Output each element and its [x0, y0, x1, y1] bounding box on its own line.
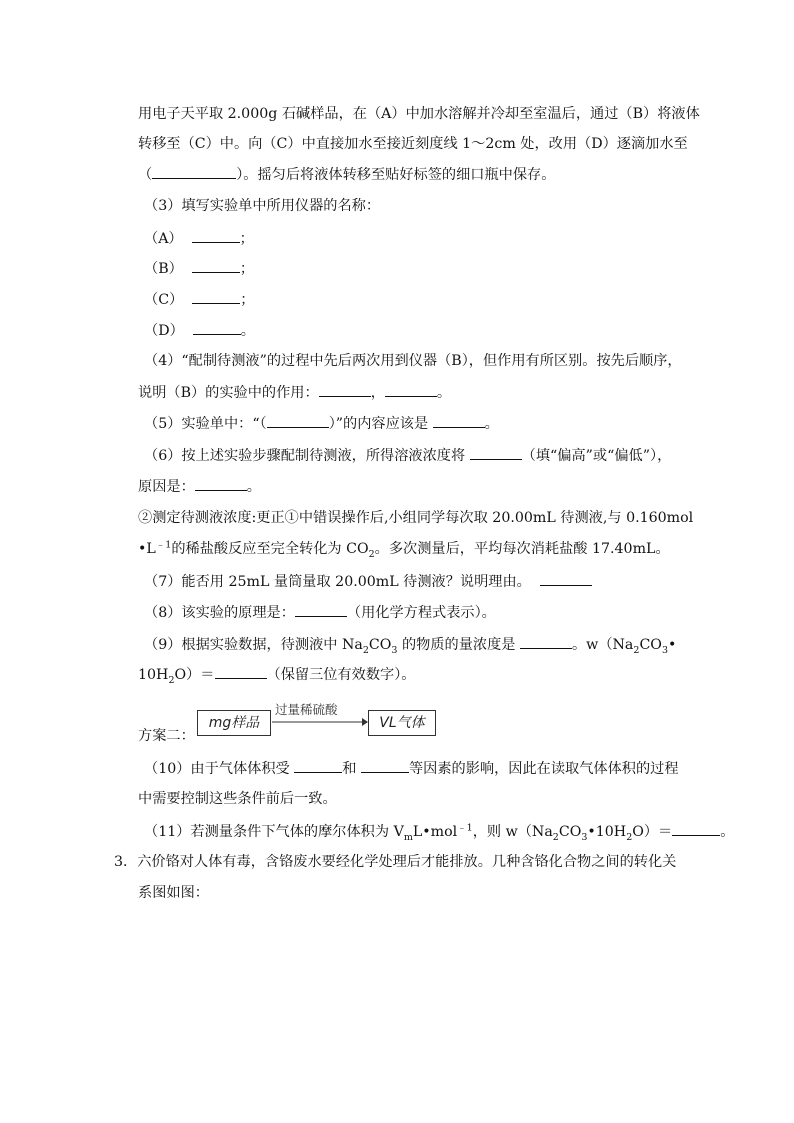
answer-blank[interactable] — [215, 664, 267, 679]
q3-item-a: （A） ； — [144, 228, 254, 249]
answer-blank[interactable] — [195, 476, 247, 491]
question-3-line-2: 系图如图： — [138, 885, 209, 901]
q8-line: （8）该实验的原理是： （用化学方程式表示）。 — [144, 602, 496, 623]
reagent-label: 过量稀硫酸 — [275, 702, 338, 717]
q9-line-2: $10H_2O)=$ （保留三位有效数字）。 — [138, 664, 415, 685]
q7-line: （7）能否用 25mL 量筒量取 20.00mL 待测液？说明理由。 — [144, 571, 592, 592]
q4-line-1: （4）“配制待测液”的过程中先后两次用到仪器（B），但作用有所区别。按先后顺序， — [144, 353, 682, 369]
answer-blank[interactable] — [385, 382, 437, 397]
q3-item-c: （C） ； — [144, 289, 254, 310]
q11-line: （11）若测量条件下气体的摩尔体积为 $V_mL•mol^{﹣1}$，则 $w(Na_2CO_3•10H_2O)=$ 。 — [144, 822, 735, 843]
answer-blank[interactable] — [672, 821, 720, 836]
gas-box: VL气体 — [368, 710, 436, 736]
sample-box: mg样品 — [197, 710, 271, 736]
reaction-arrow-icon — [270, 716, 368, 728]
answer-blank[interactable] — [152, 164, 236, 179]
answer-blank[interactable] — [433, 413, 485, 428]
scheme2-label: 方案二： — [138, 728, 195, 744]
q3-title: （3）填写实验单中所用仪器的名称： — [144, 198, 381, 214]
intro-line-1: 用电子天平取 2.000g 石碱样品，在（A）中加水溶解并冷却至室温后，通过（B）将液体 — [138, 106, 700, 122]
intro-line-3: （ ）。摇匀后将液体转移至贴好标签的细口瓶中保存。 — [138, 164, 555, 185]
answer-blank[interactable] — [540, 571, 592, 586]
part2-line-1: ②测定待测液浓度:更正①中错误操作后,小组同学每次取 20.00mL 待测液,与 0.160mol — [138, 510, 694, 526]
answer-blank[interactable] — [470, 445, 522, 460]
answer-blank[interactable] — [319, 382, 371, 397]
q6-line-2: 原因是： 。 — [138, 476, 261, 497]
part2-line-2: $•L^{﹣1}$的稀盐酸反应至完全转化为 $CO_2$。多次测量后，平均每次消耗盐酸 17.40mL。 — [138, 539, 670, 560]
q9-line-1: （9）根据实验数据，待测液中 $Na_2CO_3$ 的物质的量浓度是 。$w(Na_2CO_3•$ — [144, 634, 676, 655]
answer-blank[interactable] — [192, 289, 240, 304]
answer-blank[interactable] — [192, 258, 240, 273]
answer-blank[interactable] — [267, 413, 329, 428]
q3-item-b: （B） ； — [144, 258, 254, 279]
intro-line-2: 转移至（C）中。向（C）中直接加水至接近刻度线 1～2cm 处，改用（D）逐滴加水至 — [138, 136, 688, 152]
answer-blank[interactable] — [520, 634, 572, 649]
answer-blank[interactable] — [193, 320, 241, 335]
q6-line-1: （6）按上述实验步骤配制待测液，所得溶液浓度将 （填“偏高”或“偏低”）， — [144, 445, 671, 466]
answer-blank[interactable] — [192, 228, 240, 243]
question-3-line-1: 3．六价铬对人体有毒，含铬废水要经化学处理后才能排放。几种含铬化合物之间的转化关 — [114, 854, 677, 870]
q5-line: （5）实验单中：“（ ）”的内容应该是 。 — [144, 413, 499, 434]
q10-line-2: 中需要控制这些条件前后一致。 — [138, 791, 337, 807]
q4-line-2: 说明（B）的实验中的作用： ， 。 — [138, 382, 451, 403]
q3-item-d: （D） 。 — [144, 320, 255, 341]
answer-blank[interactable] — [295, 602, 347, 617]
answer-blank[interactable] — [294, 758, 342, 773]
answer-blank[interactable] — [361, 758, 409, 773]
q10-line-1: （10）由于气体体积受 和 等因素的影响，因此在读取气体体积的过程 — [144, 758, 679, 779]
